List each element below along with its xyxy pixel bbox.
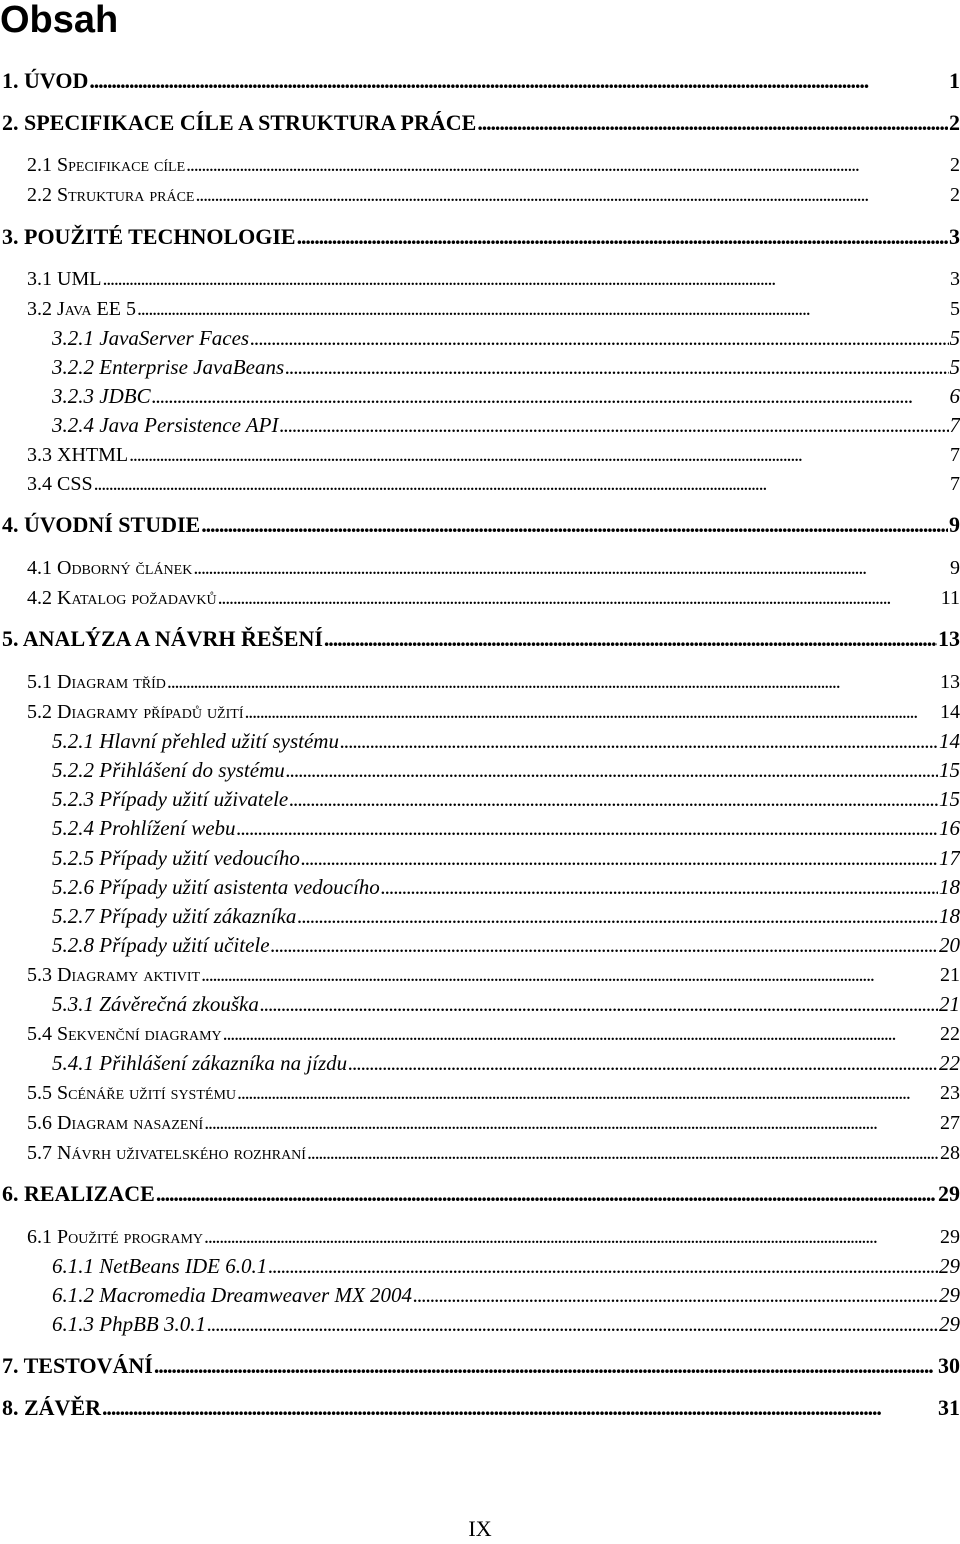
toc-page-number: 22 [940,1019,960,1049]
toc-page-number: 2 [949,108,960,138]
toc-page-number: 3 [950,264,960,294]
toc-page-number: 16 [939,813,960,843]
toc-page-number: 7 [950,469,960,499]
toc-entry[interactable] [52,872,960,902]
toc-leader-dots [307,1138,939,1168]
toc-page-number: 2 [950,150,960,180]
toc-entry-text: 4.2 Katalog požadavků [27,583,217,613]
toc-leader-dots [250,323,948,353]
toc-entry[interactable] [52,813,960,843]
toc-leader-dots [167,667,939,697]
toc-page-number: 20 [939,930,960,960]
toc-entry-text: 4. ÚVODNÍ STUDIE [2,510,200,540]
toc-leader-dots [413,1280,938,1310]
toc-entry-text: 5.2.1 Hlavní přehled užití systému [52,726,339,756]
toc-entry-text: 6. REALIZACE [2,1179,155,1209]
toc-leader-dots [245,697,940,727]
toc-entry[interactable] [27,553,960,583]
toc-leader-dots [201,510,948,540]
toc-page-number: 5 [950,323,960,353]
toc-page-number: 5 [950,294,960,324]
toc-entry[interactable] [2,624,960,654]
toc-page-number: 29 [940,1222,960,1252]
toc-leader-dots [324,624,937,654]
toc-entry[interactable] [27,697,960,727]
toc-entry[interactable] [52,323,960,353]
toc-entry-text: 5.2.2 Přihlášení do systému [52,755,285,785]
toc-entry-text: 6.1.2 Macromedia Dreamweaver MX 2004 [52,1280,412,1310]
toc-entry[interactable] [2,1179,960,1209]
toc-entry-text: 2.1 Specifikace cíle [27,150,185,180]
toc-leader-dots [279,410,948,440]
toc-leader-dots [94,469,949,499]
toc-page-number: 21 [940,960,960,990]
toc-leader-dots [348,1048,938,1078]
toc-entry[interactable] [27,1222,960,1252]
toc-entry[interactable] [52,755,960,785]
toc-entry-text: 5.2.8 Případy užití učitele [52,930,270,960]
toc-page-number: 9 [950,553,960,583]
toc-entry[interactable] [52,726,960,756]
toc-entry-text: 3.1 UML [27,264,101,294]
toc-page-number: 15 [939,784,960,814]
toc-leader-dots [186,150,949,180]
toc-entry[interactable] [52,901,960,931]
toc-entry[interactable] [2,1351,960,1381]
toc-entry[interactable] [52,410,960,440]
page-number-footer: IX [0,1514,960,1544]
toc-page-number: 9 [949,510,960,540]
toc-entry[interactable] [2,510,960,540]
toc-entry[interactable] [2,1393,960,1423]
toc-entry-text: 5.1 Diagram tříd [27,667,166,697]
toc-page-number: 29 [939,1251,960,1281]
toc-page-number: 17 [939,843,960,873]
toc-entry[interactable] [52,930,960,960]
toc-entry-text: 5.7 Návrh uživatelského rozhraní [27,1138,306,1168]
toc-page-number: 13 [940,667,960,697]
toc-page-number: 3 [949,222,960,252]
toc-page-number: 7 [950,440,960,470]
toc-entry-text: 3.2.3 JDBC [52,381,151,411]
toc-leader-dots [268,1251,938,1281]
toc-page-number: 6 [950,381,960,411]
toc-entry[interactable] [27,264,960,294]
toc-leader-dots [223,1019,939,1049]
toc-entry[interactable] [27,440,960,470]
toc-entry-text: 5.6 Diagram nasazení [27,1108,203,1138]
toc-page-number: 29 [938,1179,960,1209]
toc-entry-text: 5.3 Diagramy aktivit [27,960,200,990]
toc-entry[interactable] [27,960,960,990]
toc-entry[interactable] [52,381,960,411]
toc-entry[interactable] [27,180,960,210]
toc-entry[interactable] [52,1048,960,1078]
toc-leader-dots [102,1393,937,1423]
toc-leader-dots [152,381,949,411]
toc-entry-text: 6.1.1 NetBeans IDE 6.0.1 [52,1251,267,1281]
toc-leader-dots [301,843,938,873]
toc-leader-dots [137,294,949,324]
toc-entry-text: 5. ANALÝZA A NÁVRH ŘEŠENÍ [2,624,323,654]
toc-page-number: 15 [939,755,960,785]
toc-entry-text: 5.3.1 Závěrečná zkouška [52,989,259,1019]
toc-leader-dots [207,1309,938,1339]
toc-entry[interactable] [27,1108,960,1138]
toc-page-number: 18 [939,901,960,931]
toc-entry-text: 3.4 CSS [27,469,93,499]
toc-leader-dots [477,108,948,138]
toc-entry-text: 3.2.2 Enterprise JavaBeans [52,352,284,382]
toc-entry-text: 2.2 Struktura práce [27,180,194,210]
toc-leader-dots [381,872,938,902]
toc-page-number: 14 [940,697,960,727]
toc-entry-text: 6.1.3 PhpBB 3.0.1 [52,1309,206,1339]
toc-entry-text: 3.2.4 Java Persistence API [52,410,278,440]
toc-leader-dots [237,813,938,843]
toc-leader-dots [286,755,938,785]
toc-entry-text: 5.4 Sekvenční diagramy [27,1019,222,1049]
toc-entry-text: 5.4.1 Přihlášení zákazníka na jízdu [52,1048,347,1078]
toc-page-number: 28 [940,1138,960,1168]
toc-entry[interactable] [27,1019,960,1049]
toc-leader-dots [154,1351,937,1381]
toc-entry[interactable] [2,222,960,252]
toc-entry[interactable] [52,843,960,873]
toc-entry[interactable] [27,583,960,613]
toc-entry-text: 8. ZÁVĚR [2,1393,101,1423]
toc-entry-text: 5.2.7 Případy užití zákazníka [52,901,296,931]
toc-entry[interactable] [52,989,960,1019]
toc-entry-text: 3. POUŽITÉ TECHNOLOGIE [2,222,296,252]
toc-page-number: 11 [941,583,960,613]
toc-entry[interactable] [52,784,960,814]
toc-page-number: 27 [940,1108,960,1138]
toc-leader-dots [260,989,938,1019]
toc-leader-dots [237,1078,939,1108]
toc-page-number: 31 [938,1393,960,1423]
page-title: Obsah [0,0,118,46]
toc-entry[interactable] [27,150,960,180]
toc-leader-dots [297,222,948,252]
toc-entry-text: 5.2.6 Případy užití asistenta vedoucího [52,872,380,902]
toc-leader-dots [340,726,938,756]
toc-leader-dots [204,1108,939,1138]
toc-entry-text: 7. TESTOVÁNÍ [2,1351,153,1381]
toc-leader-dots [129,440,949,470]
toc-entry[interactable] [27,1078,960,1108]
toc-leader-dots [285,352,948,382]
toc-page-number: 1 [949,66,960,96]
toc-entry-text: 3.2 Java EE 5 [27,294,136,324]
toc-entry[interactable] [27,667,960,697]
toc-entry-text: 5.2.5 Případy užití vedoucího [52,843,300,873]
toc-entry-text: 6.1 Použité programy [27,1222,203,1252]
toc-entry[interactable] [52,1251,960,1281]
toc-entry-text: 3.2.1 JavaServer Faces [52,323,249,353]
toc-entry-text: 5.2.4 Prohlížení webu [52,813,236,843]
toc-leader-dots [195,180,949,210]
toc-entry-text: 5.2.3 Případy užití uživatele [52,784,288,814]
toc-entry[interactable] [27,469,960,499]
toc-page-number: 18 [939,872,960,902]
toc-entry-text: 2. SPECIFIKACE CÍLE A STRUKTURA PRÁCE [2,108,476,138]
toc-entry[interactable] [52,1280,960,1310]
toc-page-number: 29 [939,1309,960,1339]
toc-entry[interactable] [2,66,960,96]
toc-page-number: 23 [940,1078,960,1108]
toc-leader-dots [201,960,939,990]
toc-leader-dots [297,901,938,931]
toc-leader-dots [218,583,940,613]
toc-page-number: 14 [939,726,960,756]
toc-entry[interactable] [2,108,960,138]
toc-entry[interactable] [27,1138,960,1168]
toc-leader-dots [89,66,948,96]
toc-entry-text: 4.1 Odborný článek [27,553,192,583]
toc-leader-dots [102,264,949,294]
toc-entry-text: 5.5 Scénáře užití systému [27,1078,236,1108]
toc-entry[interactable] [52,1309,960,1339]
toc-page-number: 2 [950,180,960,210]
toc-entry-text: 1. ÚVOD [2,66,88,96]
toc-leader-dots [156,1179,937,1209]
toc-page-number: 29 [939,1280,960,1310]
toc-leader-dots [204,1222,939,1252]
toc-leader-dots [271,930,938,960]
toc-entry[interactable] [27,294,960,324]
toc-entry[interactable] [52,352,960,382]
toc-entry-text: 3.3 XHTML [27,440,128,470]
toc-page-number: 30 [938,1351,960,1381]
toc-page-number: 13 [938,624,960,654]
toc-page-number: 7 [950,410,960,440]
toc-leader-dots [193,553,949,583]
toc-page-number: 22 [939,1048,960,1078]
toc-page-number: 5 [950,352,960,382]
toc-leader-dots [289,784,938,814]
toc-page-number: 21 [939,989,960,1019]
toc-entry-text: 5.2 Diagramy případů užití [27,697,244,727]
